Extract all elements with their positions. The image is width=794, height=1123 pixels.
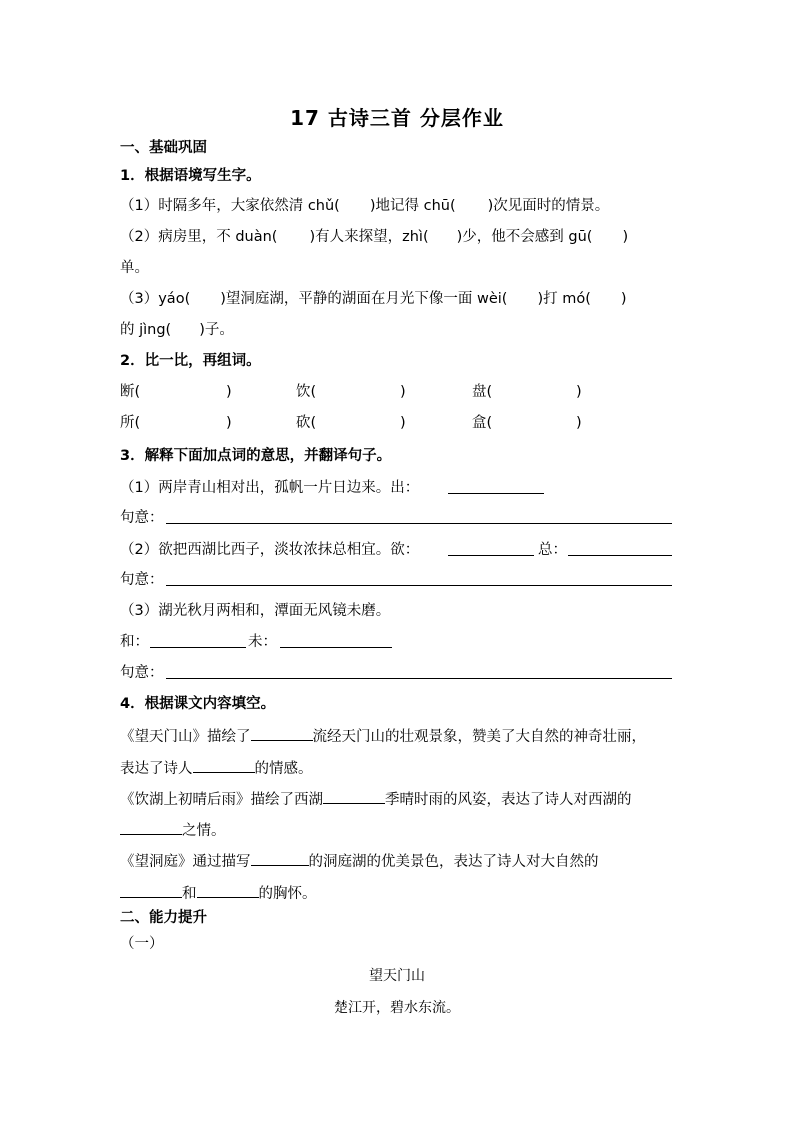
answer-line-meaning-1[interactable] [166,523,672,524]
q4-para-3 [120,851,599,872]
section-heading-ability: 二、能力提升 [120,910,207,926]
q2-char-suo: 所( [120,415,141,431]
q4-para-3-cont [120,883,317,904]
q1-line-3b [120,320,234,340]
q1-l3-text-a: （3）yáo( [120,291,191,307]
fill-blank[interactable] [251,851,309,866]
q2-char-duan: 断( [120,384,141,400]
answer-line-zong[interactable] [568,555,672,556]
q1-line-2b: 单。 [120,260,149,276]
q3-he-label: 和： [120,634,149,650]
q4-p3-text-d: 的胸怀。 [258,886,317,902]
q1-line-2 [120,227,628,247]
q1-l3-text-d: ) [620,291,627,307]
q2-close-paren: ) [400,384,406,400]
q4-p1-text-b: 流经天门山的壮观景象，赞美了大自然的神奇壮丽， [312,729,646,745]
q1-l2-text-d: ) [622,229,629,245]
question-3-heading: 3．解释下面加点词的意思，并翻译句子。 [120,448,392,464]
q2-char-kan: 砍( [296,415,317,431]
q4-p2-text-c: 之情。 [182,823,226,839]
page-title: 17 古诗三首 分层作业 [290,106,504,130]
fill-blank[interactable] [323,789,385,804]
q1-l1-text-a: （1）时隔多年，大家依然清 chǔ( [120,198,340,214]
q2-close-paren: ) [576,415,582,431]
q1-l2-text-a: （2）病房里，不 duàn( [120,229,278,245]
answer-line-yu[interactable] [448,555,534,556]
q3-meaning-label-2: 句意： [120,572,164,588]
q1-l3-text-b: )望洞庭湖，平静的湖面在月光下像一面 wèi( [220,291,508,307]
q2-close-paren: ) [226,415,232,431]
answer-line-chu[interactable] [448,493,544,494]
q3-zong-label: 总： [538,542,567,558]
q4-para-2-cont [120,820,226,841]
answer-line-he[interactable] [150,647,246,648]
fill-blank[interactable] [197,883,259,898]
q4-p2-text-a: 《饮湖上初晴后雨》描绘了西湖 [120,792,323,808]
q1-line-1 [120,196,609,216]
q4-para-1 [120,726,646,747]
q2-char-he: 盒( [472,415,493,431]
q4-p1-text-c: 表达了诗人 [120,761,193,777]
q4-p3-text-b: 的洞庭湖的优美景色，表达了诗人对大自然的 [308,854,599,870]
q1-l1-text-c: )次见面时的情景。 [487,198,610,214]
q1-l3-text-c: )打 mó( [537,291,591,307]
q3-meaning-label-3: 句意： [120,665,164,681]
q2-close-paren: ) [226,384,232,400]
q4-p3-text-a: 《望洞庭》通过描写 [120,854,251,870]
answer-line-meaning-3[interactable] [166,678,672,679]
q4-p1-text-a: 《望天门山》描绘了 [120,729,251,745]
q3-sentence-2: （2）欲把西湖比西子，淡妆浓抹总相宜。欲： [120,542,420,558]
q1-l3b-text-a: 的 jìng( [120,322,172,338]
q4-para-2 [120,789,632,810]
poem-line-1: 楚江开，碧水东流。 [334,1000,460,1016]
q4-p3-text-c: 和 [182,886,197,902]
q1-l2-text-c: )少，他不会感到 gū( [456,229,593,245]
q2-char-pan: 盘( [472,384,493,400]
q4-p1-text-d: 的情感。 [254,761,313,777]
q3-sentence-1: （1）两岸青山相对出，孤帆一片日边来。出： [120,480,420,496]
poem-title: 望天门山 [369,968,425,984]
question-1-heading: 1．根据语境写生字。 [120,168,261,184]
fill-blank[interactable] [120,883,182,898]
q1-l3b-text-b: )子。 [199,322,234,338]
q4-p2-text-b: 季晴时雨的风姿，表达了诗人对西湖的 [385,792,632,808]
q4-para-1-cont [120,758,313,779]
q1-line-3 [120,289,627,309]
q3-wei-label: 未： [248,634,277,650]
q2-close-paren: ) [576,384,582,400]
fill-blank[interactable] [193,758,255,773]
fill-blank[interactable] [251,726,313,741]
q1-l2-text-b: )有人来探望，zhì( [309,229,429,245]
q3-sentence-3: （3）湖光秋月两相和，潭面无风镜未磨。 [120,603,391,619]
question-2-heading: 2．比一比，再组词。 [120,353,261,369]
q2-char-yin: 饮( [296,384,317,400]
subsection-label: （一） [120,936,164,952]
q2-close-paren: ) [400,415,406,431]
answer-line-meaning-2[interactable] [166,585,672,586]
fill-blank[interactable] [120,820,182,835]
section-heading-basics: 一、基础巩固 [120,140,207,156]
question-4-heading: 4．根据课文内容填空。 [120,696,276,712]
answer-line-wei[interactable] [280,647,392,648]
q1-l1-text-b: )地记得 chū( [369,198,456,214]
q3-meaning-label-1: 句意： [120,510,164,526]
